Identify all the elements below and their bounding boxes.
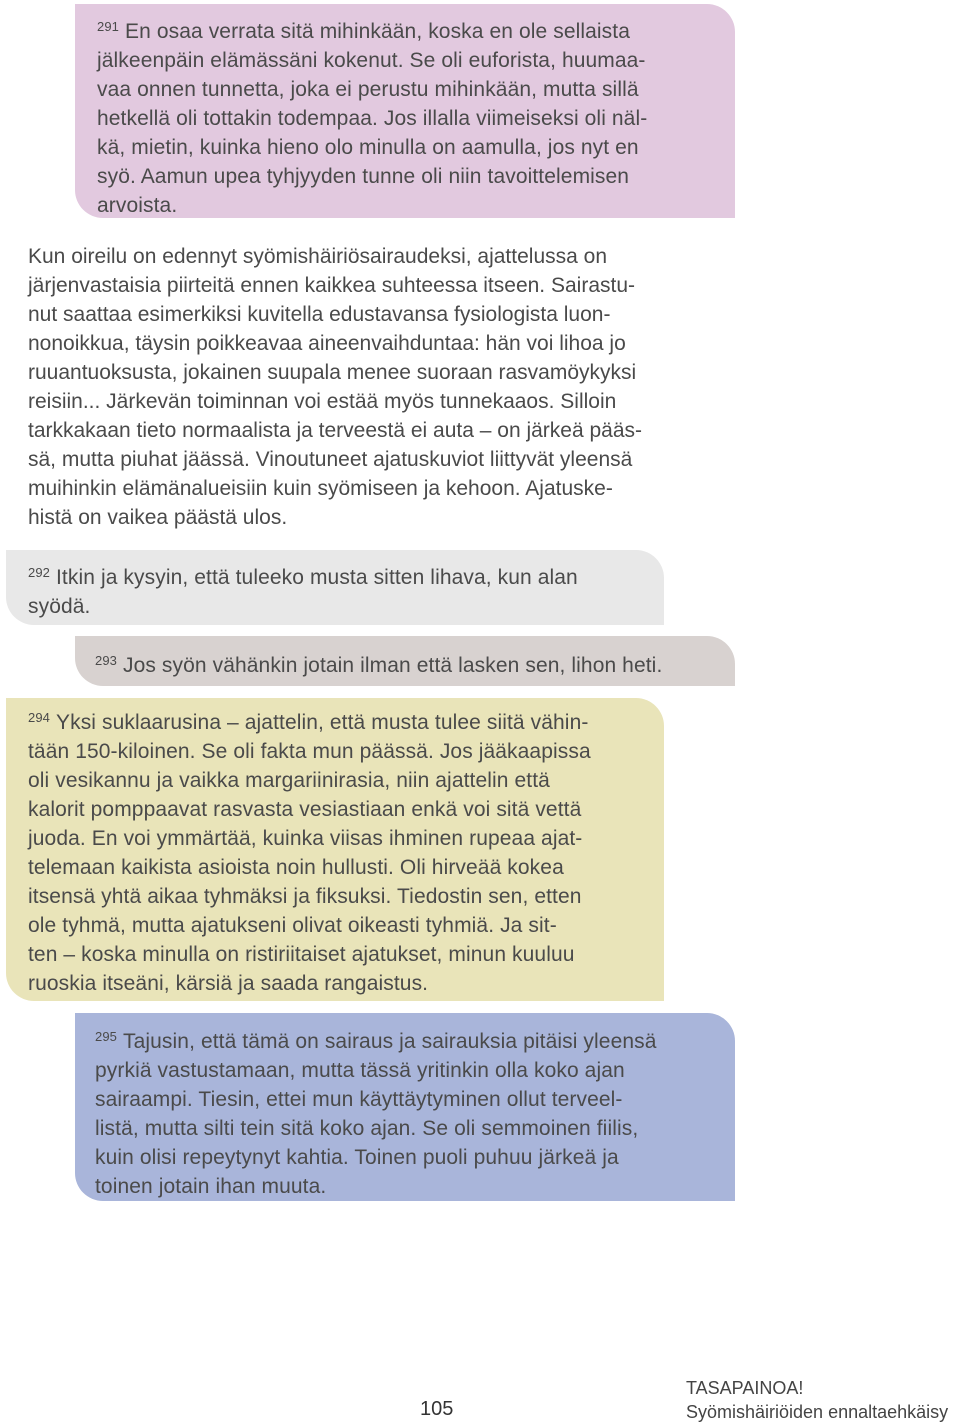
quote-line: oli vesikannu ja vaikka margariinirasia, niin ajattelin että [28, 769, 550, 792]
brand-subtitle: Syömishäiriöiden ennaltaehkäisy [686, 1402, 949, 1422]
quote-number: 291 [97, 19, 119, 34]
quote-295 [75, 1013, 735, 1201]
quote-line: ole tyhmä, mutta ajatukseni olivat oikeasti tyhmiä. Ja sit- [28, 914, 557, 937]
quote-line: ten – koska minulla on ristiriitaiset ajatukset, minun kuuluu [28, 943, 575, 966]
quote-text: $^{295}$ Tajusin, että tämä on sairaus ja sairauksia pitäisi yleensä [95, 1029, 657, 1053]
body-line: nut saattaa esimerkiksi kuvitella edustavansa fysiologista luon- [28, 303, 611, 326]
quote-line: sairaampi. Tiesin, ettei mun käyttäytyminen ollut terveel- [95, 1088, 623, 1111]
footer-brand [686, 1376, 948, 1424]
quote-number: 294 [28, 710, 50, 725]
quote-line: kuin olisi repeytynyt kahtia. Toinen puoli puhuu järkeä ja [95, 1146, 619, 1169]
quote-line: telemaan kaikista asioista noin hullusti. Oli hirveää kokea [28, 856, 564, 879]
quote-number: 292 [28, 565, 50, 580]
body-line: nonoikkua, täysin poikkeavaa aineenvaihduntaa: hän voi lihoa jo [28, 332, 626, 355]
quote-294 [6, 698, 664, 1001]
body-line: Kun oireilu on edennyt syömishäiriösairaudeksi, ajattelussa on [28, 245, 607, 268]
quote-line: itsensä yhtä aikaa tyhmäksi ja fiksuksi. Tiedostin sen, etten [28, 885, 582, 908]
quote-292 [6, 550, 664, 625]
quote-line: jälkeenpäin elämässäni kokenut. Se oli euforista, huumaa- [97, 49, 646, 72]
quote-line: pyrkiä vastustamaan, mutta tässä yritinkin olla koko ajan [95, 1059, 625, 1082]
quote-line: toinen jotain ihan muuta. [95, 1175, 327, 1198]
page-number: 105 [420, 1398, 454, 1420]
body-paragraph [28, 242, 708, 532]
brand-title: TASAPAINOA! [686, 1378, 804, 1398]
body-line: histä on vaikea päästä ulos. [28, 506, 288, 529]
quote-293 [75, 636, 735, 686]
body-line: järjenvastaisia piirteitä ennen kaikkea suhteessa itseen. Sairastu- [28, 274, 636, 297]
quote-text: $^{292}$ Itkin ja kysyin, että tuleeko musta sitten lihava, kun alan [28, 565, 578, 589]
quote-line: ruoskia itseäni, kärsiä ja saada rangaistus. [28, 972, 429, 995]
body-line: muihinkin elämänalueisiin kuin syömiseen ja kehoon. Ajatuske- [28, 477, 613, 500]
quote-line: juoda. En voi ymmärtää, kuinka viisas ihminen rupeaa ajat- [28, 827, 583, 850]
body-line: sä, mutta piuhat jäässä. Vinoutuneet ajatuskuviot liittyvät yleensä [28, 448, 633, 471]
quote-line: kä, mietin, kuinka hieno olo minulla on aamulla, jos nyt en [97, 136, 639, 159]
body-line: reisiin... Järkevän toiminnan voi estää myös tunnekaaos. Silloin [28, 390, 617, 413]
quote-line: vaa onnen tunnetta, joka ei perustu mihinkään, mutta sillä [97, 78, 639, 101]
quote-line: listä, mutta silti tein sitä koko ajan. Se oli semmoinen fiilis, [95, 1117, 639, 1140]
body-line: ruuantuoksusta, jokainen suupala menee suoraan rasvamöykyksi [28, 361, 637, 384]
quote-line: hetkellä oli tottakin todempaa. Jos illalla viimeiseksi oli näl- [97, 107, 648, 130]
quote-text: $^{291}$ En osaa verrata sitä mihinkään, koska en ole sellaista [97, 19, 631, 43]
body-line: tarkkakaan tieto normaalista ja terveestä ei auta – on järkeä pääs- [28, 419, 643, 442]
quote-line: kalorit pomppaavat rasvasta vesiastiaan enkä voi sitä vettä [28, 798, 582, 821]
quote-line: tään 150-kiloinen. Se oli fakta mun päässä. Jos jääkaapissa [28, 740, 591, 763]
quote-text: $^{293}$ Jos syön vähänkin jotain ilman että lasken sen, lihon heti. [95, 653, 663, 677]
quote-line: syödä. [28, 595, 91, 618]
quote-291 [75, 4, 735, 218]
quote-number: 293 [95, 653, 117, 668]
quote-number: 295 [95, 1029, 117, 1044]
quote-text: $^{294}$ Yksi suklaarusina – ajattelin, että musta tulee siitä vähin- [28, 710, 589, 734]
quote-line: arvoista. [97, 194, 178, 217]
quote-line: syö. Aamun upea tyhjyyden tunne oli niin tavoittelemisen [97, 165, 630, 188]
